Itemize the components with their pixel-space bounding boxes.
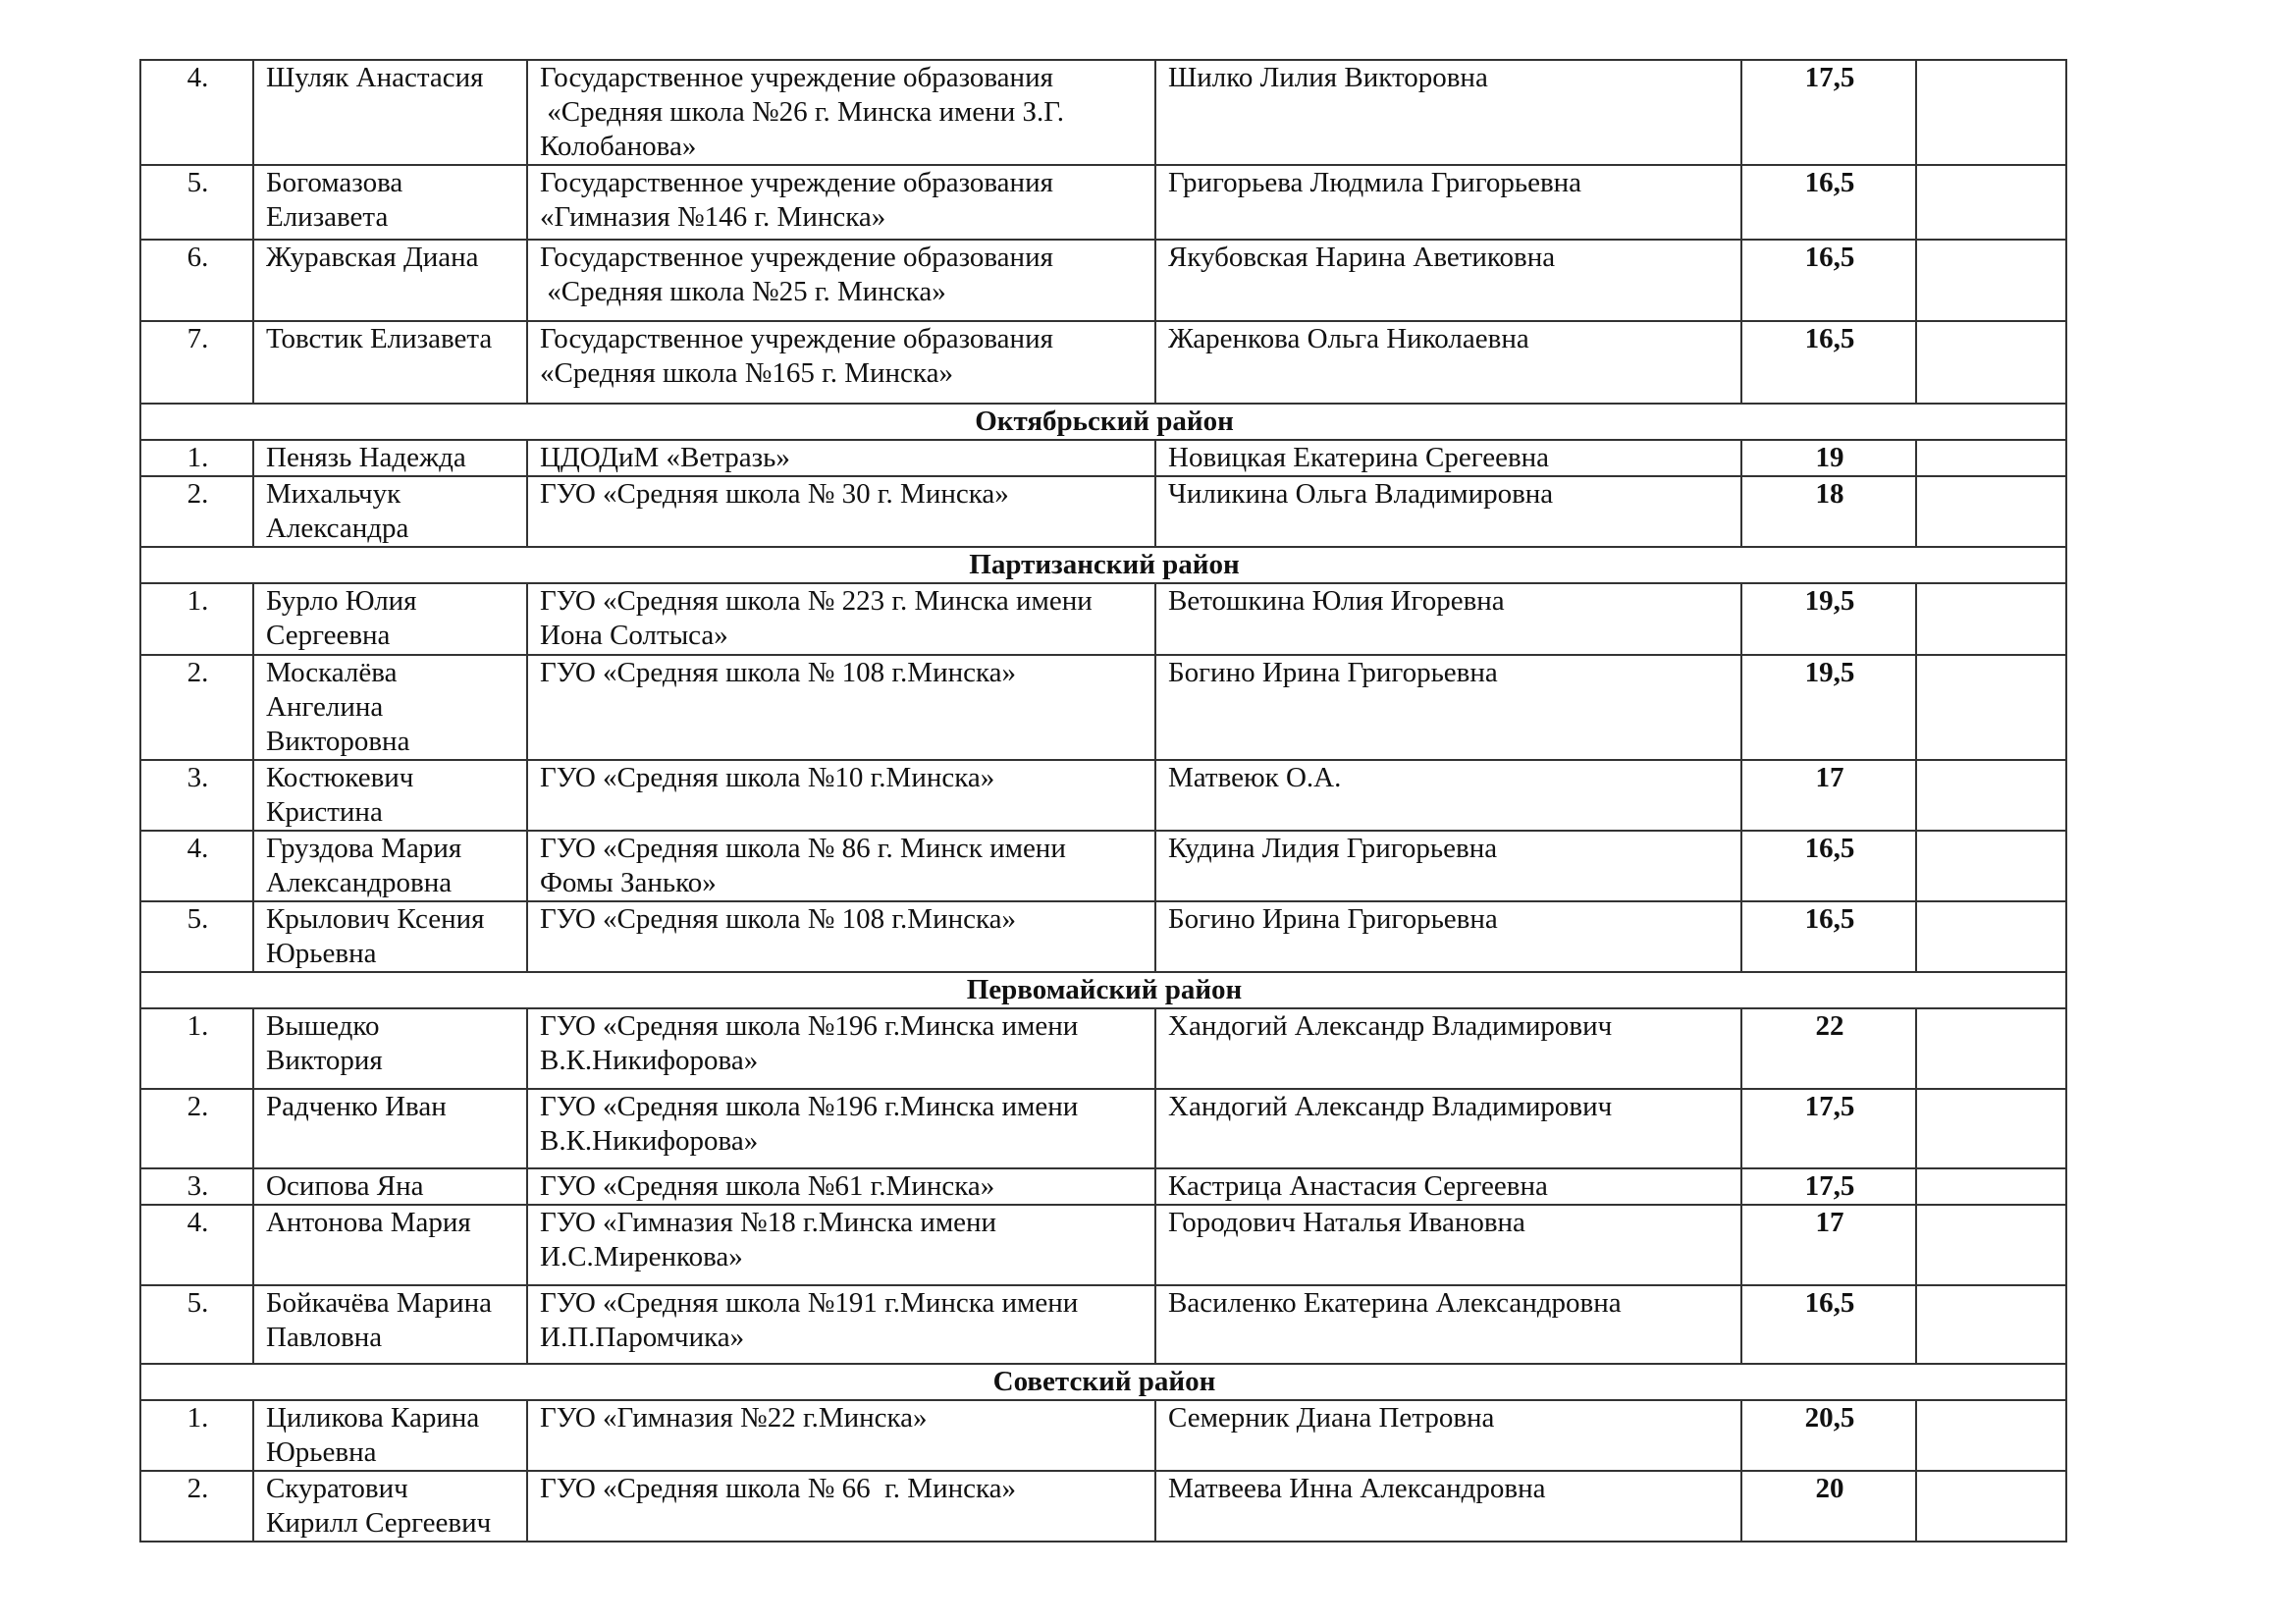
- row-number: 2.: [140, 1471, 253, 1542]
- table-row: [140, 901, 2066, 972]
- school-name: [527, 440, 1155, 476]
- school-name-line: «Средняя школа №165 г. Минска»: [540, 357, 953, 389]
- school-name: [527, 1471, 1155, 1542]
- score: 17: [1741, 760, 1916, 831]
- teacher-name: Кудина Лидия Григорьевна: [1155, 831, 1741, 901]
- teacher-name: Городович Наталья Ивановна: [1155, 1205, 1741, 1285]
- student-name-line: Скуратович: [266, 1473, 408, 1504]
- school-name-line: ЦДОДиМ «Ветразь»: [540, 442, 790, 473]
- score: 17: [1741, 1205, 1916, 1285]
- teacher-name: Чиликина Ольга Владимировна: [1155, 476, 1741, 547]
- table-row: [140, 1205, 2066, 1285]
- school-name: [527, 1400, 1155, 1471]
- student-name: [253, 1471, 527, 1542]
- district-name: Партизанский район: [969, 549, 1240, 580]
- table-row: [140, 1471, 2066, 1542]
- score: 16,5: [1741, 1285, 1916, 1364]
- student-name-line: Кристина: [266, 796, 383, 828]
- place-cell: [1916, 1168, 2066, 1205]
- student-name-line: Пенязь Надежда: [266, 442, 466, 473]
- school-name-line: В.К.Никифорова»: [540, 1125, 759, 1157]
- school-name: [527, 1008, 1155, 1089]
- teacher-name: Богино Ирина Григорьевна: [1155, 901, 1741, 972]
- student-name: [253, 60, 527, 165]
- district-header-row: [140, 972, 2066, 1008]
- school-name: [527, 583, 1155, 655]
- score: 20,5: [1741, 1400, 1916, 1471]
- place-cell: [1916, 321, 2066, 404]
- teacher-name: Хандогий Александр Владимирович: [1155, 1089, 1741, 1168]
- school-name: [527, 1168, 1155, 1205]
- student-name-line: Викторовна: [266, 726, 410, 757]
- row-number: 2.: [140, 1089, 253, 1168]
- teacher-name: Василенко Екатерина Александровна: [1155, 1285, 1741, 1364]
- student-name: [253, 583, 527, 655]
- place-cell: [1916, 831, 2066, 901]
- table-row: [140, 760, 2066, 831]
- place-cell: [1916, 240, 2066, 321]
- school-name-line: Государственное учреждение образования: [540, 167, 1053, 198]
- place-cell: [1916, 1008, 2066, 1089]
- school-name-line: «Гимназия №146 г. Минска»: [540, 201, 886, 233]
- student-name-line: Крылович Ксения: [266, 903, 485, 935]
- row-number: 2.: [140, 476, 253, 547]
- school-name-line: ГУО «Средняя школа № 108 г.Минска»: [540, 657, 1016, 688]
- score: 16,5: [1741, 831, 1916, 901]
- school-name-line: Государственное учреждение образования: [540, 323, 1053, 354]
- teacher-name: Шилко Лилия Викторовна: [1155, 60, 1741, 165]
- student-name-line: Антонова Мария: [266, 1207, 471, 1238]
- student-name-line: Виктория: [266, 1045, 383, 1076]
- row-number: 5.: [140, 165, 253, 240]
- teacher-name: Новицкая Екатерина Срегеевна: [1155, 440, 1741, 476]
- teacher-name: Ветошкина Юлия Игоревна: [1155, 583, 1741, 655]
- row-number: 1.: [140, 583, 253, 655]
- student-name: [253, 655, 527, 760]
- teacher-name: Жаренкова Ольга Николаевна: [1155, 321, 1741, 404]
- row-number: 3.: [140, 760, 253, 831]
- student-name-line: Костюкевич: [266, 762, 414, 793]
- student-name: [253, 440, 527, 476]
- row-number: 3.: [140, 1168, 253, 1205]
- place-cell: [1916, 476, 2066, 547]
- student-name-line: Груздова Мария: [266, 833, 462, 864]
- score: 16,5: [1741, 321, 1916, 404]
- district-name: Советский район: [992, 1366, 1216, 1397]
- place-cell: [1916, 1400, 2066, 1471]
- student-name: [253, 901, 527, 972]
- score: 16,5: [1741, 901, 1916, 972]
- student-name-line: Циликова Карина: [266, 1402, 480, 1434]
- school-name-line: ГУО «Средняя школа №10 г.Минска»: [540, 762, 995, 793]
- score: 18: [1741, 476, 1916, 547]
- school-name-line: «Средняя школа №25 г. Минска»: [540, 276, 946, 307]
- student-name-line: Товстик Елизавета: [266, 323, 493, 354]
- place-cell: [1916, 1285, 2066, 1364]
- school-name-line: И.П.Паромчика»: [540, 1322, 745, 1353]
- school-name-line: ГУО «Средняя школа №61 г.Минска»: [540, 1170, 995, 1202]
- school-name: [527, 1285, 1155, 1364]
- student-name-line: Юрьевна: [266, 938, 377, 969]
- place-cell: [1916, 60, 2066, 165]
- student-name-line: Журавская Диана: [266, 242, 479, 273]
- row-number: 4.: [140, 60, 253, 165]
- place-cell: [1916, 1089, 2066, 1168]
- school-name-line: «Средняя школа №26 г. Минска имени З.Г.: [540, 96, 1065, 128]
- student-name-line: Ангелина: [266, 691, 384, 723]
- score: 17,5: [1741, 1168, 1916, 1205]
- place-cell: [1916, 1205, 2066, 1285]
- table-row: [140, 583, 2066, 655]
- student-name-line: Бойкачёва Марина: [266, 1287, 492, 1319]
- school-name: [527, 760, 1155, 831]
- school-name-line: Государственное учреждение образования: [540, 242, 1053, 273]
- student-name-line: Юрьевна: [266, 1436, 377, 1468]
- table-row: [140, 60, 2066, 165]
- student-name: [253, 321, 527, 404]
- score: 16,5: [1741, 240, 1916, 321]
- district-name: Октябрьский район: [975, 406, 1234, 437]
- place-cell: [1916, 440, 2066, 476]
- row-number: 1.: [140, 440, 253, 476]
- student-name-line: Богомазова: [266, 167, 403, 198]
- teacher-name: Матвеева Инна Александровна: [1155, 1471, 1741, 1542]
- student-name: [253, 1089, 527, 1168]
- school-name-line: ГУО «Средняя школа № 223 г. Минска имени: [540, 585, 1093, 617]
- student-name: [253, 1168, 527, 1205]
- row-number: 5.: [140, 1285, 253, 1364]
- table-row: [140, 1168, 2066, 1205]
- school-name-line: ГУО «Средняя школа № 108 г.Минска»: [540, 903, 1016, 935]
- student-name: [253, 760, 527, 831]
- school-name-line: ГУО «Средняя школа №196 г.Минска имени: [540, 1010, 1079, 1042]
- student-name: [253, 1008, 527, 1089]
- school-name: [527, 1089, 1155, 1168]
- district-name: Первомайский район: [966, 974, 1243, 1005]
- row-number: 4.: [140, 1205, 253, 1285]
- school-name: [527, 831, 1155, 901]
- student-name: [253, 1205, 527, 1285]
- district-header: [140, 1364, 2066, 1400]
- teacher-name: Семерник Диана Петровна: [1155, 1400, 1741, 1471]
- table-row: [140, 240, 2066, 321]
- school-name: [527, 60, 1155, 165]
- teacher-name: Богино Ирина Григорьевна: [1155, 655, 1741, 760]
- results-table: [139, 59, 2067, 1543]
- results-table-body: [140, 60, 2066, 1542]
- school-name-line: ГУО «Средняя школа №191 г.Минска имени: [540, 1287, 1079, 1319]
- score: 19,5: [1741, 583, 1916, 655]
- school-name: [527, 476, 1155, 547]
- score: 16,5: [1741, 165, 1916, 240]
- student-name-line: Павловна: [266, 1322, 383, 1353]
- table-row: [140, 321, 2066, 404]
- table-row: [140, 476, 2066, 547]
- student-name-line: Александра: [266, 513, 409, 544]
- score: 19: [1741, 440, 1916, 476]
- place-cell: [1916, 165, 2066, 240]
- student-name-line: Елизавета: [266, 201, 389, 233]
- school-name: [527, 321, 1155, 404]
- school-name-line: ГУО «Средняя школа №196 г.Минска имени: [540, 1091, 1079, 1122]
- teacher-name: Кастрица Анастасия Сергеевна: [1155, 1168, 1741, 1205]
- teacher-name: Григорьева Людмила Григорьевна: [1155, 165, 1741, 240]
- student-name: [253, 831, 527, 901]
- place-cell: [1916, 1471, 2066, 1542]
- school-name-line: И.С.Миренкова»: [540, 1241, 743, 1272]
- school-name: [527, 655, 1155, 760]
- student-name: [253, 165, 527, 240]
- district-header-row: [140, 404, 2066, 440]
- table-row: [140, 1285, 2066, 1364]
- row-number: 1.: [140, 1008, 253, 1089]
- row-number: 2.: [140, 655, 253, 760]
- row-number: 6.: [140, 240, 253, 321]
- score: 19,5: [1741, 655, 1916, 760]
- school-name-line: ГУО «Средняя школа № 86 г. Минск имени: [540, 833, 1066, 864]
- district-header: [140, 547, 2066, 583]
- school-name-line: Фомы Занько»: [540, 867, 717, 898]
- student-name: [253, 476, 527, 547]
- score: 17,5: [1741, 60, 1916, 165]
- district-header-row: [140, 1364, 2066, 1400]
- place-cell: [1916, 760, 2066, 831]
- school-name-line: ГУО «Средняя школа № 30 г. Минска»: [540, 478, 1009, 510]
- school-name-line: Иона Солтыса»: [540, 620, 728, 651]
- school-name: [527, 901, 1155, 972]
- row-number: 5.: [140, 901, 253, 972]
- student-name-line: Радченко Иван: [266, 1091, 447, 1122]
- teacher-name: Матвеюк О.А.: [1155, 760, 1741, 831]
- school-name: [527, 165, 1155, 240]
- student-name-line: Шуляк Анастасия: [266, 62, 484, 93]
- row-number: 1.: [140, 1400, 253, 1471]
- table-row: [140, 440, 2066, 476]
- place-cell: [1916, 655, 2066, 760]
- row-number: 4.: [140, 831, 253, 901]
- student-name-line: Вышедко: [266, 1010, 380, 1042]
- student-name-line: Александровна: [266, 867, 453, 898]
- table-row: [140, 831, 2066, 901]
- school-name: [527, 240, 1155, 321]
- place-cell: [1916, 583, 2066, 655]
- school-name-line: Колобанова»: [540, 131, 697, 162]
- teacher-name: Якубовская Нарина Аветиковна: [1155, 240, 1741, 321]
- table-row: [140, 1089, 2066, 1168]
- place-cell: [1916, 901, 2066, 972]
- student-name-line: Бурло Юлия: [266, 585, 417, 617]
- student-name-line: Кирилл Сергеевич: [266, 1507, 492, 1539]
- table-row: [140, 1008, 2066, 1089]
- student-name-line: Осипова Яна: [266, 1170, 424, 1202]
- score: 20: [1741, 1471, 1916, 1542]
- row-number: 7.: [140, 321, 253, 404]
- school-name-line: ГУО «Гимназия №18 г.Минска имени: [540, 1207, 997, 1238]
- district-header-row: [140, 547, 2066, 583]
- table-row: [140, 655, 2066, 760]
- district-header: [140, 404, 2066, 440]
- score: 22: [1741, 1008, 1916, 1089]
- student-name: [253, 240, 527, 321]
- student-name-line: Михальчук: [266, 478, 401, 510]
- student-name-line: Сергеевна: [266, 620, 391, 651]
- table-row: [140, 1400, 2066, 1471]
- school-name-line: Государственное учреждение образования: [540, 62, 1053, 93]
- district-header: [140, 972, 2066, 1008]
- teacher-name: Хандогий Александр Владимирович: [1155, 1008, 1741, 1089]
- score: 17,5: [1741, 1089, 1916, 1168]
- student-name: [253, 1400, 527, 1471]
- table-row: [140, 165, 2066, 240]
- student-name: [253, 1285, 527, 1364]
- student-name-line: Москалёва: [266, 657, 398, 688]
- school-name-line: В.К.Никифорова»: [540, 1045, 759, 1076]
- school-name-line: ГУО «Гимназия №22 г.Минска»: [540, 1402, 928, 1434]
- school-name-line: ГУО «Средняя школа № 66 г. Минска»: [540, 1473, 1016, 1504]
- school-name: [527, 1205, 1155, 1285]
